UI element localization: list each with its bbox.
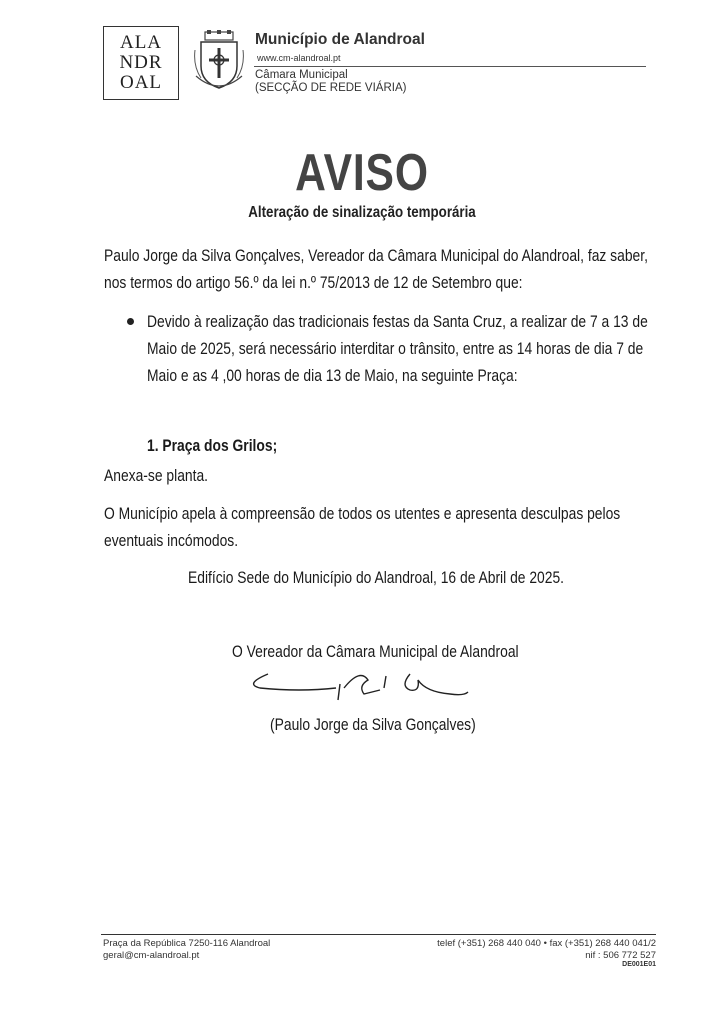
intro-line-1: Paulo Jorge da Silva Gonçalves, Vereador da Câmara Municipal do Alandroal, faz saber, [104,247,648,265]
footer-address: Praça da República 7250-116 Alandroal [103,938,271,949]
handwritten-signature [240,662,470,712]
footer-nif: nif : 506 772 527 [585,950,656,961]
signatory-name: (Paulo Jorge da Silva Gonçalves) [270,716,476,734]
municipality-logo [103,26,179,100]
header-divider [254,66,646,67]
annex-note: Anexa-se planta. [104,467,209,485]
footer-phone: telef (+351) 268 440 040 • fax (+351) 268 440 041/2 [437,938,656,949]
bullet-line-3: Maio e as 4 ,00 horas de dia 13 de Maio, na seguinte Praça: [147,367,518,385]
bullet-line-2: Maio de 2025, será necessário interditar o trânsito, entre as 14 horas de dia 7 de [147,340,644,358]
bullet-line-1: Devido à realização das tradicionais festas da Santa Cruz, a realizar de 7 a 13 de [147,313,648,331]
notice-title: AVISO [295,144,429,202]
section-name: (SECÇÃO DE REDE VIÁRIA) [255,82,407,94]
footer-email: geral@cm-alandroal.pt [103,950,200,961]
bullet-dot [127,318,134,325]
notice-subtitle: Alteração de sinalização temporária [248,204,476,221]
place-date: Edifício Sede do Município do Alandroal, 16 de Abril de 2025. [188,569,565,587]
website-url: www.cm-alandroal.pt [257,53,341,63]
logo-line-1: ALA [119,32,163,53]
logo-line-2: NDR [119,52,163,73]
intro-line-2: nos termos do artigo 56.º da lei n.º 75/2013 de 12 de Setembro que: [104,274,523,292]
apology-line-2: eventuais incómodos. [104,532,239,550]
signatory-title: O Vereador da Câmara Municipal de Alandroal [232,643,519,661]
department-name: Câmara Municipal [255,69,348,81]
municipality-name: Município de Alandroal [255,31,425,48]
document-code: DE001E01 [622,961,656,968]
list-item-praca: 1. Praça dos Grilos; [147,437,278,455]
apology-line-1: O Município apela à compreensão de todos os utentes e apresenta desculpas pelos [104,505,621,523]
footer-divider [101,934,656,935]
logo-line-3: OAL [119,72,163,93]
coat-of-arms-icon [193,30,245,94]
